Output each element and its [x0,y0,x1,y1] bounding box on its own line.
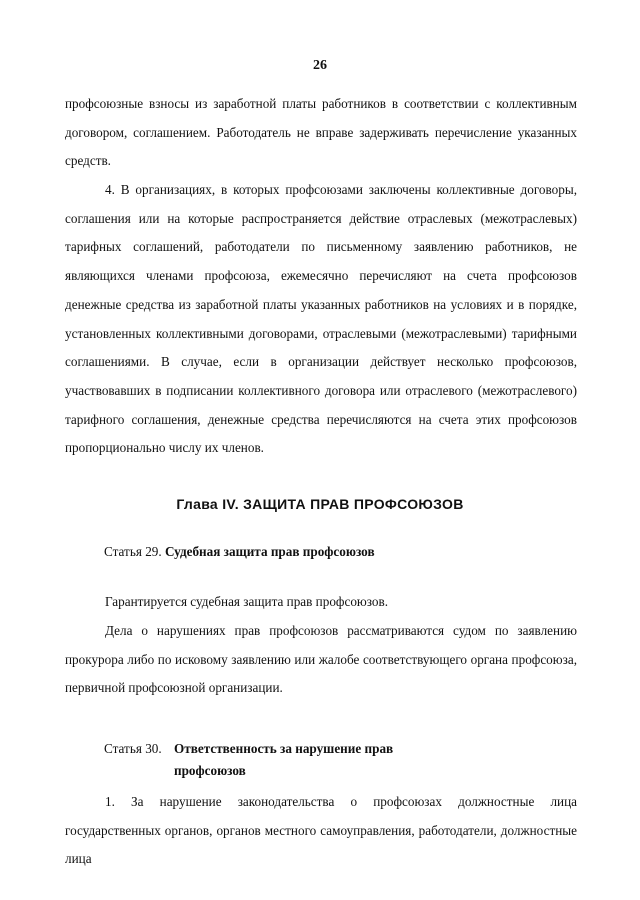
article-30-heading [104,738,504,782]
paragraph-judicial-protection: Гарантируется судебная защита прав профсоюзов. [105,594,389,609]
paragraph-liability: 1. За нарушение законодательства о профсоюзах должностные лица государственных органов, органов местного самоуправления, работодатели, должностные лица [65,794,577,867]
page-number: 26 [313,58,327,73]
article-29-label: Статья 29. [104,544,162,559]
article-30-title: Ответственность за нарушение прав профсоюзов [174,741,394,778]
article-29-heading [104,541,375,563]
article-29-title: Судебная защита прав профсоюзов [164,544,375,559]
paragraph-dues-transfer: профсоюзные взносы из заработной платы работников в соответствии с коллективным договором, соглашением. Работодатель не вправе задерживать перечисление указанных средств. [65,96,577,169]
article-30-label: Статья 30. [104,741,162,756]
paragraph-non-member-transfers: 4. В организациях, в которых профсоюзами заключены коллективные договоры, соглашения или на которые распространяется действие отраслевых (межотраслевых) тарифных соглашений, работодатели по письменному заявлению работников, не являющихся членами профсоюза, ежемесячно перечисляют на счета профсоюзов денежные средства из заработной платы указанных работников на условиях и в порядке, установленных коллективными договорами, отраслевыми (межотраслевыми) тарифными соглашениями. В случае, если в организации действует несколько профсоюзов, участвовавших в подписании коллективного договора или отраслевого (межотраслевого) тарифного соглашения, денежные средства перечисляются на счета этих профсоюзов пропорционально числу их членов. [65,182,577,456]
chapter-heading: Глава IV. ЗАЩИТА ПРАВ ПРОФСОЮЗОВ [176,496,464,512]
paragraph-court-cases: Дела о нарушениях прав профсоюзов рассматриваются судом по заявлению прокурора либо по исковому заявлению или жалобе соответствующего органа профсоюза, первичной профсоюзной организации. [65,623,577,696]
